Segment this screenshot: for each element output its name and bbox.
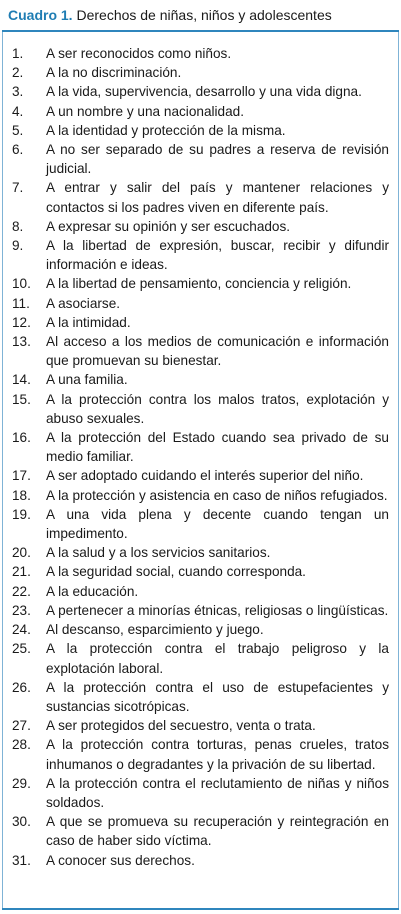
- item-number: 10.: [12, 276, 31, 292]
- item-text: A expresar su opinión y ser escuchados.: [46, 218, 291, 234]
- item-number: 26.: [12, 679, 31, 695]
- item-text: A la identidad y protección de la misma.: [46, 122, 286, 138]
- item-number: 17.: [12, 468, 31, 484]
- item-number: 20.: [12, 545, 31, 561]
- item-number: 12.: [12, 314, 31, 330]
- list-item: [0, 851, 401, 870]
- list-item: [0, 486, 401, 505]
- list-item: [0, 82, 401, 101]
- item-number: 8.: [12, 218, 24, 234]
- list-item: [0, 735, 401, 773]
- item-number: 18.: [12, 487, 31, 503]
- list-item: [0, 140, 401, 178]
- list-item: [0, 63, 401, 82]
- item-number: 3.: [12, 84, 24, 100]
- item-text: A la libertad de pensamiento, conciencia y religión.: [46, 276, 352, 292]
- list-item: [0, 178, 401, 216]
- item-text: A que se promueva su recuperación y reintegración en caso de haber sido víctima.: [46, 814, 389, 849]
- list-item: [0, 274, 401, 293]
- item-text: A una vida plena y decente cuando tengan un impedimento.: [46, 506, 389, 542]
- list-item: [0, 562, 401, 581]
- item-number: 5.: [12, 122, 24, 138]
- item-text: A un nombre y una nacionalidad.: [46, 103, 245, 119]
- list-item: [0, 466, 401, 485]
- item-text: A entrar y salir del país y mantener relaciones y contactos si los padres viven en diferente país.: [46, 180, 389, 215]
- list-item: [0, 774, 401, 812]
- item-number: 14.: [12, 372, 31, 388]
- list-item: [0, 102, 401, 121]
- item-number: 23.: [12, 602, 31, 618]
- list-item: [0, 217, 401, 236]
- item-text: A la protección contra el trabajo peligroso y la explotación laboral.: [46, 641, 389, 676]
- item-number: 7.: [12, 180, 24, 196]
- item-text: A la protección del Estado cuando sea privado de su medio familiar.: [46, 430, 389, 465]
- item-number: 9.: [12, 238, 24, 254]
- item-text: A la no discriminación.: [46, 65, 182, 81]
- list-item: [0, 390, 401, 428]
- list-item: [0, 428, 401, 466]
- item-text: A la salud y a los servicios sanitarios.: [46, 545, 271, 561]
- list-item: [0, 678, 401, 716]
- item-number: 30.: [12, 814, 31, 830]
- item-text: A la seguridad social, cuando corresponda.: [46, 564, 306, 580]
- item-text: A la vida, supervivencia, desarrollo y una vida digna.: [46, 84, 362, 100]
- item-text: A asociarse.: [46, 295, 121, 311]
- item-number: 2.: [12, 65, 24, 81]
- list-item: [0, 505, 401, 543]
- bottom-rule: [2, 908, 399, 910]
- item-number: 19.: [12, 506, 31, 522]
- item-text: A la protección y asistencia en caso de niños refugiados.: [46, 487, 388, 503]
- list-item: [0, 313, 401, 332]
- item-number: 28.: [12, 737, 31, 753]
- item-text: A la protección contra torturas, penas crueles, tratos inhumanos o degradantes y la privación de su libertad.: [46, 737, 389, 772]
- list-item: [0, 121, 401, 140]
- item-text: A la libertad de expresión, buscar, recibir y difundir información e ideas.: [46, 238, 389, 273]
- list-item: [0, 236, 401, 274]
- item-text: Al descanso, esparcimiento y juego.: [46, 622, 264, 638]
- list-item: [0, 601, 401, 620]
- list-item: [0, 812, 401, 850]
- item-number: 13.: [12, 334, 31, 350]
- item-text: A ser reconocidos como niños.: [46, 46, 232, 61]
- item-number: 15.: [12, 391, 31, 407]
- rights-list: [0, 44, 401, 870]
- item-number: 24.: [12, 622, 31, 638]
- item-text: A ser adoptado cuidando el interés superior del niño.: [46, 468, 364, 484]
- caption-title: Derechos de niñas, niños y adolescentes: [72, 7, 332, 23]
- list-item: [0, 620, 401, 639]
- item-number: 21.: [12, 564, 31, 580]
- item-text: A la educación.: [46, 583, 139, 599]
- item-text: A una familia.: [46, 372, 128, 388]
- item-text: A la intimidad.: [46, 314, 131, 330]
- list-item: [0, 370, 401, 389]
- item-number: 27.: [12, 718, 31, 734]
- list-item: [0, 582, 401, 601]
- item-text: A la protección contra los malos tratos, explotación y abuso sexuales.: [46, 391, 389, 426]
- item-number: 22.: [12, 583, 31, 599]
- item-number: 11.: [12, 295, 30, 311]
- item-text: A conocer sus derechos.: [46, 852, 195, 868]
- list-item: [0, 543, 401, 562]
- caption-label: Cuadro 1.: [8, 7, 73, 23]
- list-item: [0, 294, 401, 313]
- item-text: A la protección contra el uso de estupefacientes y sustancias sicotrópicas.: [46, 679, 389, 714]
- item-text: A pertenecer a minorías étnicas, religiosas o lingüísticas.: [46, 602, 389, 618]
- table-caption: [2, 0, 399, 30]
- list-item: [0, 716, 401, 735]
- item-text: A ser protegidos del secuestro, venta o trata.: [46, 718, 316, 734]
- item-number: 16.: [12, 430, 31, 446]
- item-number: 1.: [12, 46, 24, 61]
- list-item: [0, 332, 401, 370]
- item-text: A no ser separado de su padres a reserva de revisión judicial.: [46, 142, 389, 177]
- list-item: [0, 639, 401, 677]
- item-number: 4.: [12, 103, 24, 119]
- item-number: 6.: [12, 142, 24, 158]
- item-number: 29.: [12, 775, 31, 791]
- item-number: 31.: [12, 852, 31, 868]
- item-text: A la protección contra el reclutamiento de niñas y niños soldados.: [46, 775, 389, 810]
- item-text: Al acceso a los medios de comunicación e información que promuevan su bienestar.: [46, 334, 389, 369]
- list-item: [0, 44, 401, 63]
- item-number: 25.: [12, 641, 31, 657]
